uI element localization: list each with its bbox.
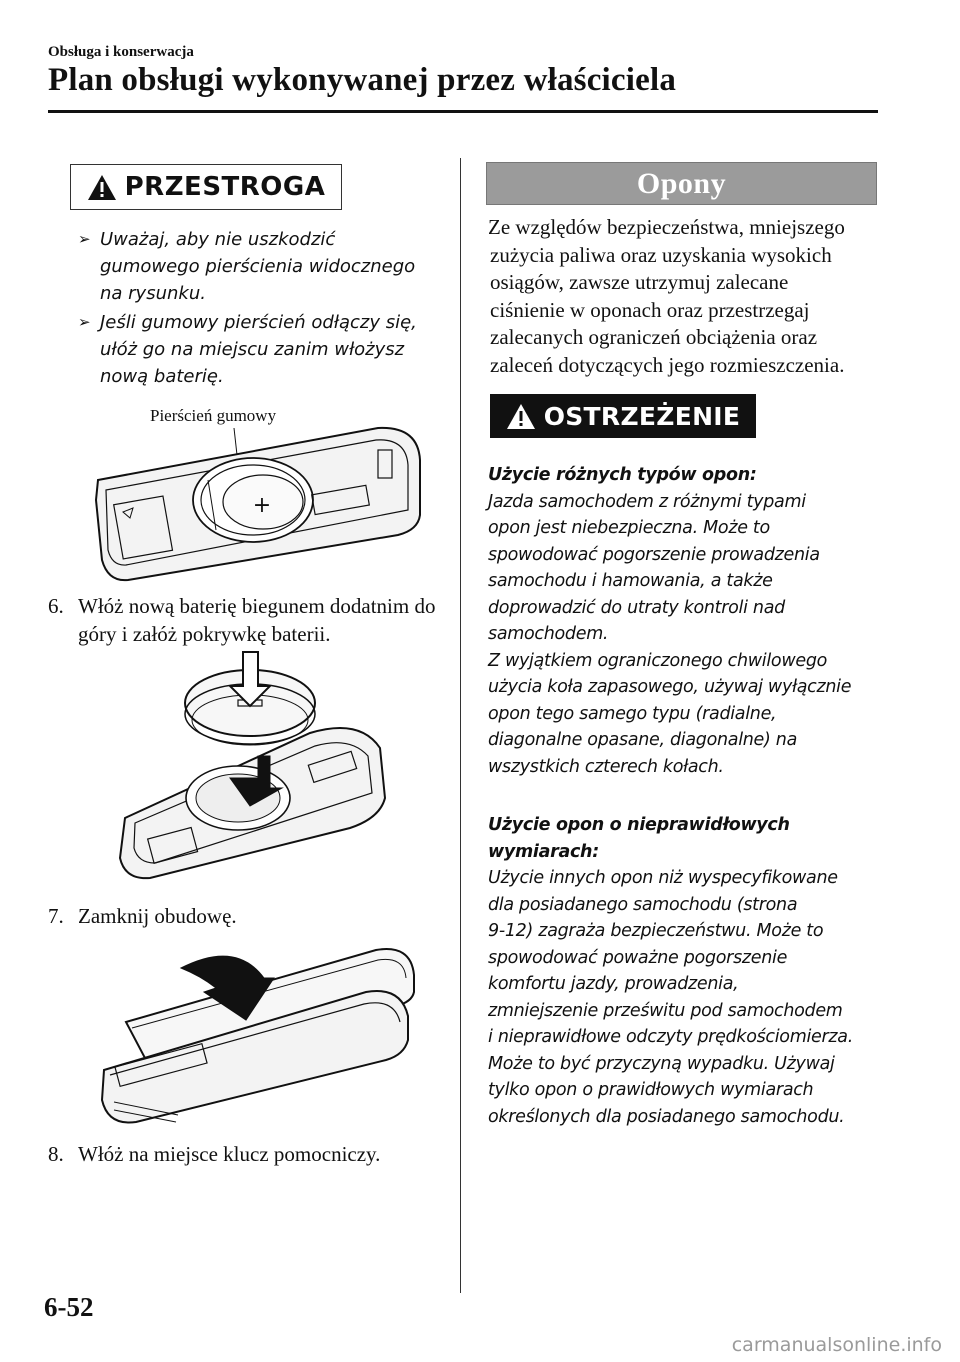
step-number: 6.: [48, 594, 64, 618]
step-6: [48, 592, 448, 648]
step-text: Włóż nową baterię biegunem dodatnim do góry i załóż pokrywkę baterii.: [78, 594, 436, 646]
case-close-illustration: [96, 930, 418, 1130]
caution-item: [78, 309, 448, 390]
warning-line: Jazda samochodem z różnymi typami: [488, 491, 806, 512]
intro-line: Ze względów bezpieczeństwa, mniejszego: [488, 215, 845, 239]
warning-banner: [490, 394, 756, 438]
caution-item-line: Jeśli gumowy pierścień odłączy się,: [100, 312, 417, 333]
warning-triangle-icon: [506, 403, 536, 430]
warning-section-tyre-types: [488, 462, 880, 780]
tyres-intro: [488, 214, 880, 379]
step-7: [48, 902, 448, 930]
caution-banner: [70, 164, 342, 210]
warning-line: Może to być przyczyną wypadku. Używaj: [488, 1053, 835, 1074]
caution-item: [78, 226, 448, 307]
warning-line: opon jest niebezpieczna. Może to: [488, 518, 770, 538]
warning-line: wszystkich czterech kołach.: [488, 756, 724, 777]
warning-section-tyre-size: [488, 812, 880, 1130]
caution-label: PRZESTROGA: [124, 172, 326, 202]
warning-line: opon tego samego typu (radialne,: [488, 703, 777, 724]
step-number: 7.: [48, 904, 64, 928]
warning-line: dla posiadanego samochodu (strona: [488, 894, 798, 915]
battery-insert-illustration: [110, 648, 400, 888]
warning-section-heading: Użycie różnych typów opon:: [488, 465, 757, 485]
caution-item-line: gumowego pierścienia widocznego: [100, 256, 416, 277]
page-number: 6-52: [44, 1292, 94, 1322]
caution-item-line: ułóż go na miejscu zanim włożysz: [100, 339, 405, 360]
arrow-bullet-icon: ➢: [78, 313, 91, 331]
step-8: [48, 1140, 448, 1168]
warning-line: określonych dla posiadanego samochodu.: [488, 1106, 845, 1127]
caution-list: [78, 226, 448, 392]
figure-caption: Pierścień gumowy: [150, 406, 277, 425]
section-heading-tyres: Opony: [486, 162, 877, 205]
warning-line: samochodu i hamowania, a także: [488, 571, 773, 591]
watermark: carmanualsonline.info: [731, 1334, 942, 1356]
section-name: Obsługa i konserwacja: [48, 44, 194, 60]
warning-line: spowodować pogorszenie prowadzenia: [488, 544, 820, 565]
caution-item-line: nową baterię.: [100, 366, 224, 387]
caution-item-line: Uważaj, aby nie uszkodzić: [100, 229, 336, 250]
warning-section-heading: wymiarach:: [488, 841, 599, 862]
svg-text:+: +: [252, 493, 272, 518]
intro-line: zalecanych ograniczeń obciążenia oraz: [490, 325, 818, 349]
warning-line: spowodować poważne pogorszenie: [488, 947, 788, 968]
step-number: 8.: [48, 1142, 64, 1166]
warning-line: i nieprawidłowe odczyty prędkościomierza.: [488, 1027, 853, 1047]
step-text: Włóż na miejsce klucz pomocniczy.: [78, 1142, 381, 1166]
intro-line: osiągów, zawsze utrzymuj zalecane: [490, 270, 789, 294]
warning-line: Użycie innych opon niż wyspecyfikowane: [488, 868, 838, 888]
warning-label: OSTRZEŻENIE: [543, 401, 741, 431]
warning-section-heading: Użycie opon o nieprawidłowych: [488, 815, 790, 835]
warning-triangle-icon: [87, 174, 117, 201]
intro-line: zużycia paliwa oraz uzyskania wysokich: [490, 242, 832, 267]
intro-line: zaleceń dotyczących jego rozmieszczenia.: [490, 352, 845, 377]
arrow-bullet-icon: ➢: [78, 230, 91, 248]
warning-line: samochodem.: [488, 624, 609, 644]
warning-line: zmniejszenie prześwitu pod samochodem: [488, 1000, 843, 1021]
warning-line: tylko opon o prawidłowych wymiarach: [488, 1080, 814, 1100]
title-divider: [48, 110, 878, 113]
warning-line: 9-12) zagraża bezpieczeństwu. Może to: [488, 921, 824, 941]
intro-line: ciśnienie w oponach oraz przestrzegaj: [490, 297, 810, 322]
caution-item-line: na rysunku.: [100, 283, 206, 304]
warning-line: Z wyjątkiem ograniczonego chwilowego: [488, 650, 828, 671]
key-fob-open-illustration: [88, 420, 428, 585]
column-divider: [460, 158, 461, 1293]
page-title: Plan obsługi wykonywanej przez właściciela: [48, 62, 677, 98]
warning-line: komfortu jazdy, prowadzenia,: [488, 974, 739, 994]
warning-line: doprowadzić do utraty kontroli nad: [488, 597, 785, 618]
warning-line: diagonalne opasane, diagonalne) na: [488, 730, 798, 750]
step-text: Zamknij obudowę.: [78, 904, 237, 928]
warning-line: użycia koła zapasowego, używaj wyłącznie: [488, 677, 852, 697]
